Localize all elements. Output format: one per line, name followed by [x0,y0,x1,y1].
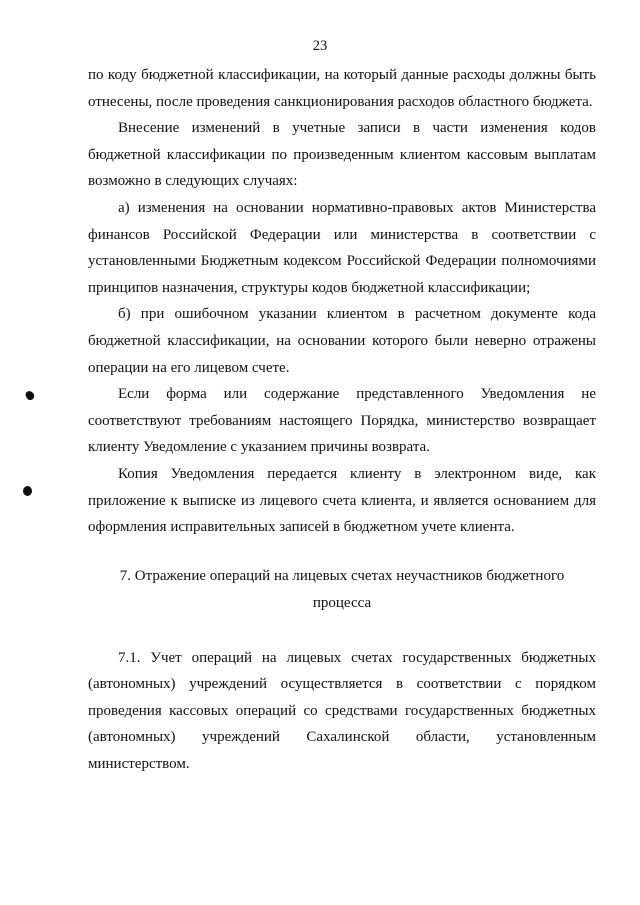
paragraph-case-b: б) при ошибочном указании клиентом в расчетном документе кода бюджетной классификации, на основании которого были неверно отражены операции на его лицевом счете. [88,306,596,376]
paragraph-continuation: по коду бюджетной классификации, на который данные расходы должны быть отнесены, после проведения санкционирования расходов областного бюджета. [88,67,596,110]
paragraph-changes-intro: Внесение изменений в учетные записи в части изменения кодов бюджетной классификации по произведенным клиентом кассовым выплатам возможно в следующих случаях: [88,120,596,190]
scan-hole-punch-mark [23,486,32,496]
paragraph-notice-copy: Копия Уведомления передается клиенту в электронном виде, как приложение к выписке из лицевого счета клиента, и является основанием для оформления исправительных записей в бюджетном учете клиента. [88,465,596,536]
document-body [88,62,596,778]
page-number: 23 [312,38,328,54]
section-heading-line-2: процесса [312,594,372,611]
paragraph-7-1: 7.1. Учет операций на лицевых счетах государственных бюджетных (автономных) учреждений осуществляется в соответствии с порядком проведения кассовых операций со средствами государственных бюджетных (автономных) учреждений Сахалинской области, установленным министерством. [88,649,596,773]
paragraph-case-a: а) изменения на основании нормативно-правовых актов Министерства финансов Российской Федерации или министерства в соответствии с установленными Бюджетным кодексом Российской Федерации полномочиями принципов назначения, структуры кодов бюджетной классификации; [88,199,596,296]
section-heading [88,563,596,617]
section-heading-line-1: 7. Отражение операций на лицевых счетах неучастников бюджетного [119,567,565,584]
paragraph-return-notice: Если форма или содержание представленного Уведомления не соответствуют требованиям настоящего Порядка, министерство возвращает клиенту Уведомление с указанием причины возврата. [88,386,596,456]
scan-speck-mark [25,390,36,401]
